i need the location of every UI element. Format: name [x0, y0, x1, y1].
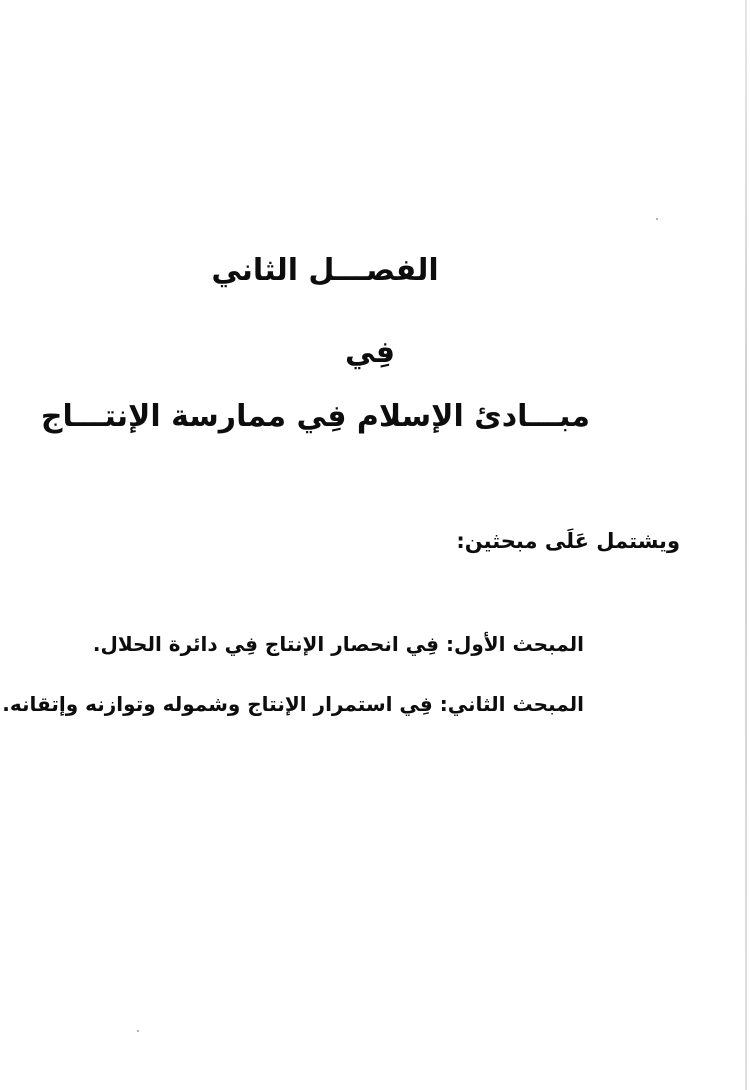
- intro-text: ويشتمل عَلَى مبحثين:: [456, 529, 680, 553]
- section-item-2: المبحث الثاني: فِي استمرار الإنتاج وشموله وتوازنه وإتقانه.: [2, 692, 584, 716]
- scan-edge-shadow: [745, 0, 747, 1090]
- chapter-subject: مبـــادئ الإسلام فِي ممارسة الإنتـــاج: [40, 399, 590, 434]
- section-item-1: المبحث الأول: فِي انحصار الإنتاج فِي دائرة الحلال.: [92, 632, 584, 656]
- chapter-preposition: فِي: [345, 335, 395, 370]
- scan-speck: [137, 1030, 139, 1032]
- scan-speck: [656, 218, 658, 220]
- chapter-title: الفصـــل الثاني: [211, 253, 439, 288]
